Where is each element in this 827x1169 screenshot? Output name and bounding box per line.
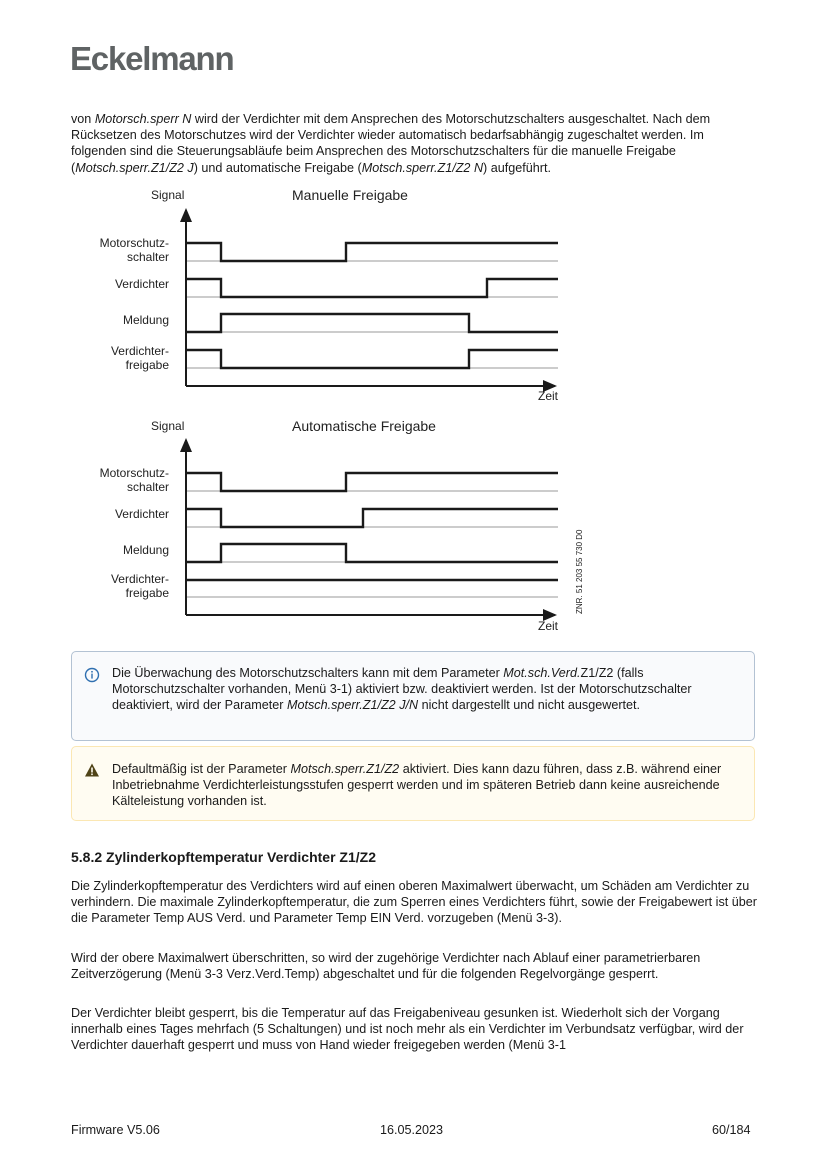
warning-param: Motsch.sperr.Z1/Z2 [290, 762, 400, 776]
warning-note [71, 746, 755, 821]
drawing-number: ZNR. 51 203 55 730 D0 [575, 529, 584, 614]
channel-label: Verdichter [114, 507, 169, 521]
info-note [71, 651, 755, 741]
channel-label: Meldung [122, 543, 169, 557]
info-text: Z1/Z2 (falls Motorschutzschalter vorhanden, Menü 3-1) aktiviert bzw. deaktiviert werden. Ist der Motorschutzschalter deaktiviert, wird der Parameter [112, 666, 692, 713]
intro-paragraph [71, 111, 761, 176]
channel-label: Verdichter- [110, 344, 169, 358]
signal-axis-label: Signal [151, 419, 185, 433]
channel-label: Verdichter [114, 277, 169, 291]
channel-label: schalter [126, 250, 169, 264]
section-heading: 5.8.2 Zylinderkopftemperatur Verdichter Z1/Z2 [71, 849, 376, 865]
warning-text: aktiviert. Dies kann dazu führen, dass z.B. während einer Inbetriebnahme Verdichterleistungsstufen gesperrt werden und im späteren Betrieb dann keine ausreichende Kälteleistung vorhanden ist. [112, 762, 722, 809]
time-axis-label: Zeit [538, 389, 559, 403]
channel-label: freigabe [125, 358, 169, 372]
section-paragraph-1: Die Zylinderkopftemperatur des Verdichters wird auf einen oberen Maximalwert überwacht, um Schäden am Verdichter zu verhindern. Die maximale Zylinderkopftemperatur, die zum Sperren eines Verdichters führt, sowie der Freigabewert ist über die Parameter Temp AUS Verd. und Parameter Temp EIN Verd. vorzugeben (Menü 3-3). [71, 879, 757, 926]
info-note-text [112, 665, 742, 714]
section-paragraph-2: Wird der obere Maximalwert überschritten, so wird der zugehörige Verdichter nach Ablauf einer parametrierbaren Zeitverzögerung (Menü 3-3 Verz.Verd.Temp) abgeschaltet und für die folgenden Regelvorgänge gesperrt. [71, 951, 701, 982]
channel-label: Motorschutz- [99, 466, 169, 480]
automatic-release-diagram [100, 418, 584, 633]
diagram-title: Manuelle Freigabe [292, 187, 408, 203]
info-param: Mot.sch.Verd. [503, 666, 581, 680]
section-paragraph-3: Der Verdichter bleibt gesperrt, bis die Temperatur auf das Freigabeniveau gesunken ist. Wiederholt sich der Vorgang innerhalb eines Tages mehrfach (5 Schaltungen) und ist noch mehr als ein Verdichter im Verbundsatz verfügbar, wird der Verdichter dauerhaft gesperrt und muss von Hand wieder freigegeben werden (Menü 3-1 [71, 1006, 744, 1053]
time-axis-label: Zeit [538, 619, 559, 633]
warning-text: Defaultmäßig ist der Parameter [112, 762, 291, 776]
channel-label: Motorschutz- [99, 236, 169, 250]
info-text: nicht dargestellt und nicht ausgewertet. [418, 698, 641, 713]
intro-param-1: Motorsch.sperr N [94, 112, 192, 126]
intro-text: ) und automatische Freigabe ( [193, 160, 362, 175]
footer-page-number: 60/184 [712, 1123, 751, 1137]
info-param: Motsch.sperr.Z1/Z2 J/N [286, 698, 419, 713]
channel-label: freigabe [125, 586, 169, 600]
footer-date: 16.05.2023 [380, 1123, 444, 1137]
intro-text: wird der Verdichter mit dem Ansprechen des Motorschutzschalters ausgeschaltet. Nach dem Rücksetzen des Motorschutzes wird der Verdichter wieder automatisch bedarfsabhängig zugeschaltet werden. Im folgenden sind die Steuerungsabläufe beim Ansprechen des Motorschutzschalters für die manuelle Freigabe ( [71, 112, 711, 175]
channel-label: Verdichter- [110, 572, 169, 586]
manual-release-diagram [100, 187, 559, 403]
signal-axis-label: Signal [151, 188, 185, 202]
diagram-title: Automatische Freigabe [292, 418, 436, 434]
intro-param-3: Motsch.sperr.Z1/Z2 N [361, 160, 484, 175]
intro-text: ) aufgeführt. [483, 160, 551, 175]
warning-triangle-icon [84, 762, 100, 778]
intro-param-2: Motsch.sperr.Z1/Z2 J [75, 160, 194, 175]
info-text: Die Überwachung des Motorschutzschalters kann mit dem Parameter [112, 666, 504, 680]
warning-note-text [112, 761, 742, 810]
info-circle-icon [84, 667, 100, 683]
brand-logo: Eckelmann [70, 40, 234, 77]
channel-label: schalter [126, 480, 169, 494]
footer-firmware: Firmware V5.06 [71, 1123, 160, 1137]
intro-text: von [71, 112, 95, 126]
channel-label: Meldung [122, 313, 169, 327]
